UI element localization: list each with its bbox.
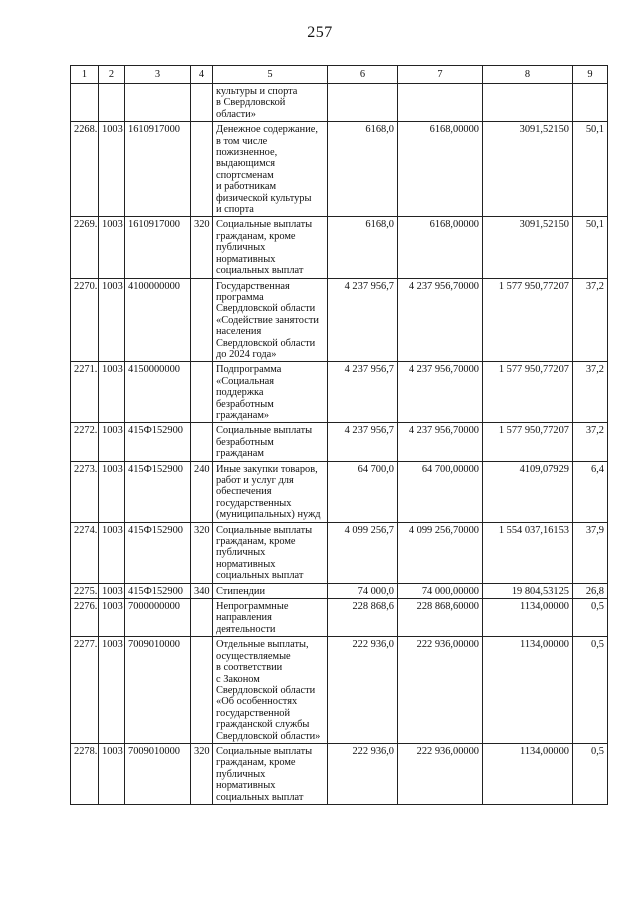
col-header-5: 5 xyxy=(213,66,328,84)
section-code: 1003 xyxy=(99,278,125,362)
expense-kind-code xyxy=(191,637,213,744)
row-number: 2268. xyxy=(71,122,99,217)
percent-col-9: 37,2 xyxy=(573,423,608,461)
value-col-8: 1 577 950,77207 xyxy=(483,278,573,362)
col-header-9: 9 xyxy=(573,66,608,84)
header-row xyxy=(71,66,608,84)
section-code: 1003 xyxy=(99,743,125,804)
value-col-8: 1134,00000 xyxy=(483,637,573,744)
value-col-8: 3091,52150 xyxy=(483,217,573,278)
value-col-7: 4 237 956,70000 xyxy=(398,423,483,461)
expense-kind-code: 320 xyxy=(191,522,213,583)
target-article-code: 7000000000 xyxy=(125,599,191,637)
percent-col-9 xyxy=(573,84,608,122)
table-row xyxy=(71,461,608,522)
percent-col-9: 50,1 xyxy=(573,122,608,217)
table-row xyxy=(71,599,608,637)
value-col-6 xyxy=(328,84,398,122)
percent-col-9: 0,5 xyxy=(573,637,608,744)
col-header-1: 1 xyxy=(71,66,99,84)
section-code: 1003 xyxy=(99,599,125,637)
value-col-6: 4 237 956,7 xyxy=(328,362,398,423)
target-article-code: 1610917000 xyxy=(125,122,191,217)
percent-col-9: 6,4 xyxy=(573,461,608,522)
page-number: 257 xyxy=(307,24,333,41)
budget-table xyxy=(70,65,608,805)
item-name: Отдельные выплаты, осуществляемые в соответствии с Законом Свердловской области «Об особенностях государственной гражданской службы Свердловской области» xyxy=(213,637,328,744)
percent-col-9: 37,2 xyxy=(573,362,608,423)
col-header-8: 8 xyxy=(483,66,573,84)
value-col-8: 1 577 950,77207 xyxy=(483,362,573,423)
value-col-7: 64 700,00000 xyxy=(398,461,483,522)
item-name: Иные закупки товаров, работ и услуг для обеспечения государственных (муниципальных) нужд xyxy=(213,461,328,522)
item-name: Стипендии xyxy=(213,583,328,598)
target-article-code: 415Ф152900 xyxy=(125,461,191,522)
expense-kind-code xyxy=(191,599,213,637)
item-name: Социальные выплаты гражданам, кроме публичных нормативных социальных выплат xyxy=(213,522,328,583)
row-number: 2273. xyxy=(71,461,99,522)
row-number: 2276. xyxy=(71,599,99,637)
row-number: 2270. xyxy=(71,278,99,362)
item-name: Социальные выплаты гражданам, кроме публичных нормативных социальных выплат xyxy=(213,743,328,804)
section-code: 1003 xyxy=(99,522,125,583)
expense-kind-code xyxy=(191,278,213,362)
item-name: Социальные выплаты гражданам, кроме публичных нормативных социальных выплат xyxy=(213,217,328,278)
value-col-7: 222 936,00000 xyxy=(398,637,483,744)
col-header-2: 2 xyxy=(99,66,125,84)
target-article-code: 415Ф152900 xyxy=(125,522,191,583)
item-name: Подпрограмма «Социальная поддержка безработным гражданам» xyxy=(213,362,328,423)
percent-col-9: 37,9 xyxy=(573,522,608,583)
expense-kind-code xyxy=(191,423,213,461)
value-col-7 xyxy=(398,84,483,122)
value-col-7: 222 936,00000 xyxy=(398,743,483,804)
row-number xyxy=(71,84,99,122)
expense-kind-code: 240 xyxy=(191,461,213,522)
col-header-3: 3 xyxy=(125,66,191,84)
row-number: 2271. xyxy=(71,362,99,423)
target-article-code: 7009010000 xyxy=(125,637,191,744)
row-number: 2275. xyxy=(71,583,99,598)
row-number: 2272. xyxy=(71,423,99,461)
row-number: 2278. xyxy=(71,743,99,804)
value-col-7: 6168,00000 xyxy=(398,122,483,217)
expense-kind-code xyxy=(191,84,213,122)
target-article-code: 1610917000 xyxy=(125,217,191,278)
item-name: Денежное содержание, в том числе пожизненное, выдающимся спортсменам и работникам физической культуры и спорта xyxy=(213,122,328,217)
value-col-6: 4 237 956,7 xyxy=(328,278,398,362)
row-number: 2274. xyxy=(71,522,99,583)
value-col-6: 222 936,0 xyxy=(328,743,398,804)
value-col-8: 4109,07929 xyxy=(483,461,573,522)
section-code: 1003 xyxy=(99,461,125,522)
row-number: 2277. xyxy=(71,637,99,744)
percent-col-9: 37,2 xyxy=(573,278,608,362)
table-row xyxy=(71,637,608,744)
table-row xyxy=(71,278,608,362)
value-col-6: 4 099 256,7 xyxy=(328,522,398,583)
value-col-8: 1 554 037,16153 xyxy=(483,522,573,583)
row-number: 2269. xyxy=(71,217,99,278)
target-article-code: 7009010000 xyxy=(125,743,191,804)
value-col-6: 6168,0 xyxy=(328,217,398,278)
section-code: 1003 xyxy=(99,637,125,744)
value-col-8 xyxy=(483,84,573,122)
table-row xyxy=(71,362,608,423)
table-row xyxy=(71,122,608,217)
target-article-code: 415Ф152900 xyxy=(125,423,191,461)
table-row xyxy=(71,423,608,461)
value-col-8: 19 804,53125 xyxy=(483,583,573,598)
value-col-6: 222 936,0 xyxy=(328,637,398,744)
target-article-code: 415Ф152900 xyxy=(125,583,191,598)
item-name: культуры и спорта в Свердловской области» xyxy=(213,84,328,122)
item-name: Социальные выплаты безработным гражданам xyxy=(213,423,328,461)
percent-col-9: 0,5 xyxy=(573,743,608,804)
table-row xyxy=(71,522,608,583)
expense-kind-code: 340 xyxy=(191,583,213,598)
value-col-8: 1134,00000 xyxy=(483,743,573,804)
value-col-8: 1 577 950,77207 xyxy=(483,423,573,461)
value-col-8: 3091,52150 xyxy=(483,122,573,217)
value-col-7: 4 237 956,70000 xyxy=(398,362,483,423)
value-col-6: 64 700,0 xyxy=(328,461,398,522)
section-code: 1003 xyxy=(99,583,125,598)
table-row xyxy=(71,217,608,278)
col-header-4: 4 xyxy=(191,66,213,84)
section-code: 1003 xyxy=(99,217,125,278)
value-col-6: 6168,0 xyxy=(328,122,398,217)
value-col-6: 228 868,6 xyxy=(328,599,398,637)
value-col-7: 228 868,60000 xyxy=(398,599,483,637)
percent-col-9: 50,1 xyxy=(573,217,608,278)
table-row xyxy=(71,84,608,122)
item-name: Государственная программа Свердловской области «Содействие занятости населения Свердловской области до 2024 года» xyxy=(213,278,328,362)
table-row xyxy=(71,743,608,804)
expense-kind-code xyxy=(191,362,213,423)
percent-col-9: 0,5 xyxy=(573,599,608,637)
item-name: Непрограммные направления деятельности xyxy=(213,599,328,637)
value-col-8: 1134,00000 xyxy=(483,599,573,637)
target-article-code: 4100000000 xyxy=(125,278,191,362)
expense-kind-code: 320 xyxy=(191,217,213,278)
value-col-6: 4 237 956,7 xyxy=(328,423,398,461)
section-code: 1003 xyxy=(99,362,125,423)
value-col-7: 4 237 956,70000 xyxy=(398,278,483,362)
value-col-6: 74 000,0 xyxy=(328,583,398,598)
col-header-6: 6 xyxy=(328,66,398,84)
target-article-code: 4150000000 xyxy=(125,362,191,423)
value-col-7: 74 000,00000 xyxy=(398,583,483,598)
expense-kind-code: 320 xyxy=(191,743,213,804)
table-body xyxy=(71,84,608,805)
expense-kind-code xyxy=(191,122,213,217)
value-col-7: 6168,00000 xyxy=(398,217,483,278)
table-row xyxy=(71,583,608,598)
section-code: 1003 xyxy=(99,423,125,461)
value-col-7: 4 099 256,70000 xyxy=(398,522,483,583)
section-code xyxy=(99,84,125,122)
percent-col-9: 26,8 xyxy=(573,583,608,598)
col-header-7: 7 xyxy=(398,66,483,84)
section-code: 1003 xyxy=(99,122,125,217)
target-article-code xyxy=(125,84,191,122)
